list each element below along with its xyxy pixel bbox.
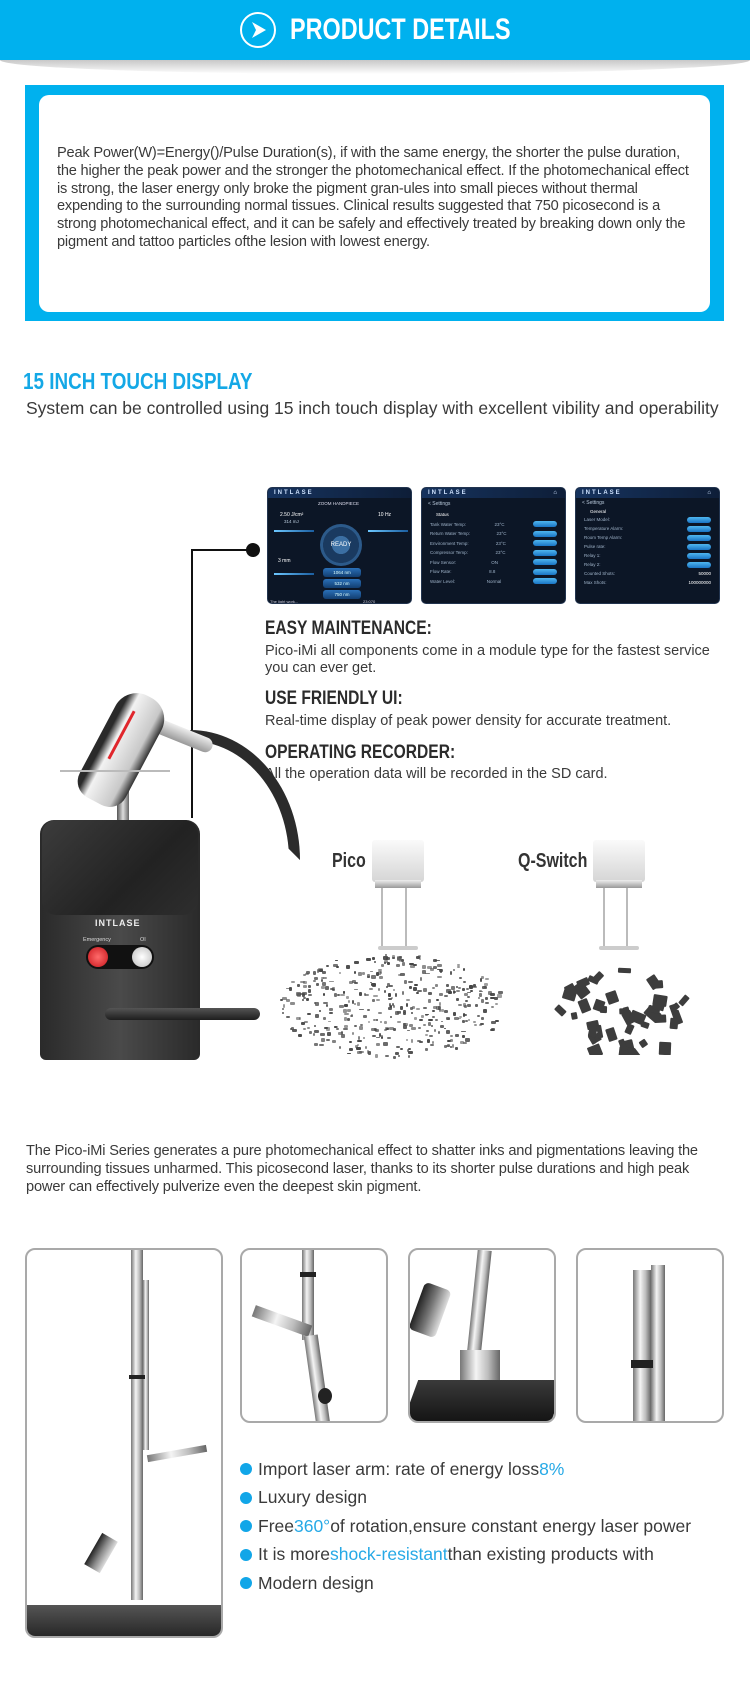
list-item: Luxury design [240, 1484, 691, 1513]
status-row: Water Level: Normal [422, 577, 565, 587]
energy-value: 2.50 J/cm² [280, 512, 304, 518]
connector-line [191, 549, 251, 551]
status-row: Environment Temp: 23°C [422, 539, 565, 549]
key-switch[interactable] [132, 947, 152, 967]
setting-row: Laser Model: [576, 515, 719, 524]
feature-title-ui: USE FRIENDLY UI: [265, 688, 403, 709]
handpiece [71, 685, 172, 814]
status-row: Tank Water Temp: 23°C [422, 520, 565, 530]
general-group: General [590, 509, 607, 514]
series-description: The Pico-iMi Series generates a pure photomechanical effect to shatter inks and pigmentations leaving the surrounding tissues unharmed. This picosecond laser, thanks to its shorter pulse durations and high peak power can effectively pulverize even the deepest skin pigment. [26, 1143, 698, 1196]
banner-shadow [0, 60, 750, 74]
status-row: Flow Sensor: ON [422, 558, 565, 568]
screen-status-settings [421, 487, 566, 604]
bullet-icon [240, 1492, 252, 1504]
setting-row: Relay 1: [576, 551, 719, 560]
setting-value-button[interactable] [687, 553, 711, 559]
screen-general-settings [575, 487, 720, 604]
status-row: Return Water Temp: 23°C [422, 529, 565, 539]
ready-dial[interactable]: READY [320, 524, 362, 566]
screen-main-ui [267, 487, 412, 604]
list-item: It is more shock-resistant than existing products with [240, 1541, 691, 1570]
setting-value-button[interactable] [687, 526, 711, 532]
handpiece-tray [60, 770, 170, 772]
bullet-icon [240, 1577, 252, 1589]
bullet-icon [240, 1463, 252, 1475]
intro-text: Peak Power(W)=Energy()/Pulse Duration(s), if with the same energy, the shorter the pulse duration, the higher the peak power and the stronger the photomechanical effect. If the photomechanical effect is strong, the laser energy only broke the pigment gran-ules into small pieces without thermal expending to the surrounding normal tissues. Clinical results suggested that 750 picosecond is a strong photomechanical effect, and it can be safely and effectively treated by breaking down only the pigment and tattoo particles ofthe lesion with lowest energy. [57, 145, 689, 250]
settings-back-link[interactable]: < Settings [428, 501, 451, 507]
screen-heading: ZOOM HANDPIECE [318, 501, 360, 506]
arm-feature-list [240, 1455, 691, 1598]
key-label: OI [140, 937, 146, 943]
wavelength-1064-button[interactable]: 1064 nm [323, 568, 361, 577]
setting-row: Temperature Alarm: [576, 524, 719, 533]
feature-text-ui: Real-time display of peak power density for accurate treatment. [265, 713, 672, 729]
protect-button[interactable] [533, 559, 557, 565]
list-item: Free 360° of rotation,ensure constant energy laser power [240, 1512, 691, 1541]
setting-row: Room Temp Alarm: [576, 533, 719, 542]
wavelength-532-button[interactable]: 532 nm [323, 579, 361, 588]
protect-button[interactable] [533, 531, 557, 537]
page-title: PRODUCT DETAILS [290, 13, 511, 46]
status-row: Compressor Temp: 23°C [422, 548, 565, 558]
power-cable [105, 1008, 260, 1020]
pico-label: Pico [332, 850, 366, 872]
qswitch-label: Q-Switch [518, 850, 588, 872]
connector-dot [246, 543, 260, 557]
protect-button[interactable] [533, 540, 557, 546]
header-banner [0, 0, 750, 60]
setting-value-button[interactable] [687, 517, 711, 523]
screen-brand: INTLASE [274, 490, 314, 496]
touch-display-subtitle: System can be controlled using 15 inch touch display with excellent vibility and operability [26, 398, 719, 418]
setting-row: Pulse rate: [576, 542, 719, 551]
feature-text-recorder: All the operation data will be recorded in the SD card. [265, 766, 608, 782]
feature-title-maintenance: EASY MAINTENANCE: [265, 618, 432, 639]
pulse-value: 10 Hz [378, 512, 392, 518]
emergency-label: Emergency [83, 937, 111, 943]
home-icon[interactable]: ⌂ [553, 490, 559, 496]
screen-footer-text: The light work... [270, 599, 299, 604]
protect-button[interactable] [533, 578, 557, 584]
setting-value-button[interactable] [687, 544, 711, 550]
setting-value-button[interactable] [687, 535, 711, 541]
emergency-stop-button[interactable] [88, 947, 108, 967]
protect-button[interactable] [533, 521, 557, 527]
setting-row: Relay 2: [576, 560, 719, 569]
arm-photo-closeup [576, 1248, 724, 1423]
status-group: Status [436, 512, 449, 518]
setting-row: Max Shots: 100000000 [584, 580, 711, 585]
spot-value: 3 mm [278, 558, 291, 564]
screen-brand: INTLASE [428, 490, 468, 496]
list-item: Modern design [240, 1569, 691, 1598]
qswitch-coarse-particles [550, 960, 700, 1055]
bullet-icon [240, 1520, 252, 1532]
protect-button[interactable] [533, 550, 557, 556]
device-top-panel [42, 820, 198, 915]
list-item: Import laser arm: rate of energy loss 8% [240, 1455, 691, 1484]
wavelength-750-button[interactable]: 750 nm [323, 590, 361, 599]
arm-photo-full [25, 1248, 223, 1638]
shot-counter: 23:070 [363, 599, 376, 604]
bullet-icon [240, 1549, 252, 1561]
energy-sub: 314 mJ [284, 519, 299, 524]
protect-button[interactable] [533, 569, 557, 575]
status-row: Flow Rate: 8.8 [422, 567, 565, 577]
home-icon[interactable]: ⌂ [707, 490, 713, 496]
arm-photo-joint [240, 1248, 388, 1423]
chevron-right-circle-icon [240, 12, 276, 48]
feature-text-maintenance: Pico-iMi all components come in a module type for the fastest service you can ever get. [265, 643, 710, 676]
device-brand: INTLASE [95, 918, 141, 928]
setting-row: Counted Shots: 50000 [584, 571, 711, 576]
touch-display-title: 15 INCH TOUCH DISPLAY [23, 368, 253, 394]
feature-title-recorder: OPERATING RECORDER: [265, 742, 456, 763]
setting-value-button[interactable] [687, 562, 711, 568]
arm-photo-base [408, 1248, 556, 1423]
screen-brand: INTLASE [582, 490, 622, 496]
settings-back-link[interactable]: < Settings [582, 500, 605, 506]
pico-fine-particles [275, 950, 505, 1060]
